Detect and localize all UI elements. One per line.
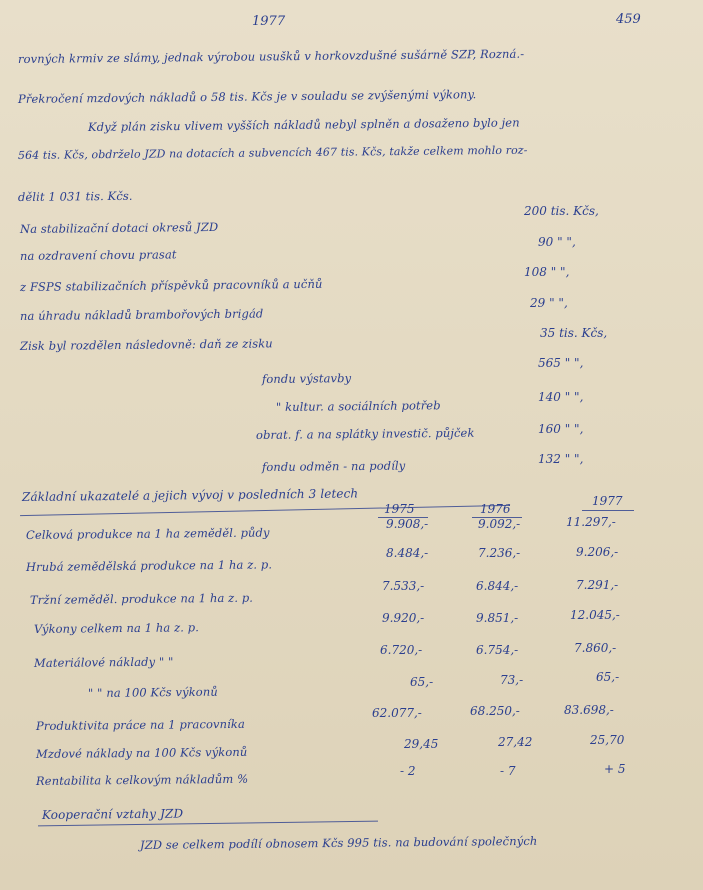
indicator-label: Celková produkce na 1 ha zeměděl. půdy bbox=[25, 525, 270, 542]
indicator-label: Hrubá zemědělská produkce na 1 ha z. p. bbox=[25, 557, 273, 574]
indicator-value: 29,45 bbox=[404, 737, 439, 751]
profit-value: 565 " ", bbox=[538, 356, 584, 370]
indicator-value: 11.297,- bbox=[566, 515, 616, 529]
distribution-value: 108 " ", bbox=[524, 265, 570, 279]
indicator-label: Produktivita práce na 1 pracovníka bbox=[35, 716, 245, 733]
profit-intro: Zisk byl rozdělen následovně: daň ze zisku bbox=[19, 336, 273, 353]
distribution-value: 200 tis. Kčs, bbox=[524, 204, 599, 218]
indicator-value: 9.092,- bbox=[478, 517, 521, 531]
profit-intro-value: 35 tis. Kčs, bbox=[540, 326, 608, 340]
indicator-value: 7.533,- bbox=[382, 579, 425, 593]
indicator-value: 6.720,- bbox=[380, 643, 423, 657]
distribution-label: Na stabilizační dotaci okresů JZD bbox=[19, 219, 219, 236]
profit-label: obrat. f. a na splátky investič. půjček bbox=[255, 425, 475, 442]
paragraph-line: 564 tis. Kčs, obdrželo JZD na dotacích a subvencích 467 tis. Kčs, takže celkem mohlo roz- bbox=[17, 143, 528, 162]
indicator-value: 7.291,- bbox=[576, 578, 619, 592]
indicator-value: 9.206,- bbox=[576, 545, 619, 559]
indicator-value: - 2 bbox=[400, 764, 416, 778]
distribution-label: na úhradu nákladů brambořových brigád bbox=[19, 306, 264, 323]
indicator-value: 68.250,- bbox=[470, 704, 520, 718]
indicator-value: - 7 bbox=[500, 764, 516, 778]
cooperation-text: JZD se celkem podílí obnosem Kčs 995 tis. na budování společných bbox=[139, 833, 538, 852]
distribution-value: 90 " ", bbox=[538, 235, 576, 249]
indicator-value: 6.844,- bbox=[476, 579, 519, 593]
indicator-label: Mzdové náklady na 100 Kčs výkonů bbox=[35, 744, 248, 761]
indicator-value: 65,- bbox=[410, 675, 434, 689]
indicator-value: 83.698,- bbox=[564, 703, 614, 717]
year-header: 1976 bbox=[480, 502, 511, 516]
cooperation-heading: Kooperační vztahy JZD bbox=[41, 806, 184, 822]
indicator-value: 73,- bbox=[500, 673, 524, 687]
profit-label: " kultur. a sociálních potřeb bbox=[275, 398, 441, 414]
indicator-value: 9.908,- bbox=[386, 517, 429, 531]
year-underline bbox=[582, 510, 634, 511]
indicator-value: 9.920,- bbox=[382, 611, 425, 625]
profit-label: fondu odměn - na podíly bbox=[261, 458, 406, 474]
distribution-value: 29 " ", bbox=[530, 296, 568, 310]
indicator-value: + 5 bbox=[604, 762, 626, 776]
year-header: 1977 bbox=[592, 494, 623, 508]
indicator-value: 62.077,- bbox=[372, 706, 422, 720]
heading-underline bbox=[20, 505, 510, 516]
indicator-value: 6.754,- bbox=[476, 643, 519, 657]
indicators-heading: Základní ukazatelé a jejich vývoj v posledních 3 letech bbox=[21, 486, 359, 504]
paragraph-line: dělit 1 031 tis. Kčs. bbox=[17, 188, 133, 204]
profit-label: fondu výstavby bbox=[261, 371, 352, 386]
indicator-label: Výkony celkem na 1 ha z. p. bbox=[33, 620, 200, 636]
indicator-label: Tržní zeměděl. produkce na 1 ha z. p. bbox=[29, 590, 254, 607]
indicator-value: 7.860,- bbox=[574, 641, 617, 655]
paragraph-line: Překročení mzdových nákladů o 58 tis. Kčs je v souladu se zvýšenými výkony. bbox=[17, 87, 477, 106]
indicator-value: 12.045,- bbox=[570, 608, 620, 622]
paragraph-line: Když plán zisku vlivem vyšších nákladů nebyl splněn a dosaženo bylo jen bbox=[87, 115, 520, 134]
paragraph-line: rovných krmiv ze slámy, jednak výrobou usušků v horkovzdušné sušárně SZP, Rozná.- bbox=[17, 46, 525, 66]
distribution-label: z FSPS stabilizačních příspěvků pracovníků a učňů bbox=[19, 276, 323, 294]
profit-value: 132 " ", bbox=[538, 452, 584, 466]
indicator-label: " " na 100 Kčs výkonů bbox=[87, 684, 218, 700]
indicator-label: Materiálové náklady " " bbox=[33, 654, 174, 670]
indicator-value: 65,- bbox=[596, 670, 620, 684]
page-number: 459 bbox=[616, 12, 641, 27]
indicator-value: 8.484,- bbox=[386, 546, 429, 560]
indicator-value: 7.236,- bbox=[478, 546, 521, 560]
distribution-label: na ozdravení chovu prasat bbox=[19, 247, 177, 263]
profit-value: 140 " ", bbox=[538, 390, 584, 404]
year-header: 1975 bbox=[384, 502, 415, 516]
indicator-value: 27,42 bbox=[498, 735, 533, 749]
profit-value: 160 " ", bbox=[538, 422, 584, 436]
indicator-value: 25,70 bbox=[590, 733, 625, 747]
page-year: 1977 bbox=[252, 14, 286, 29]
indicator-label: Rentabilita k celkovým nákladům % bbox=[35, 771, 249, 788]
indicator-value: 9.851,- bbox=[476, 611, 519, 625]
